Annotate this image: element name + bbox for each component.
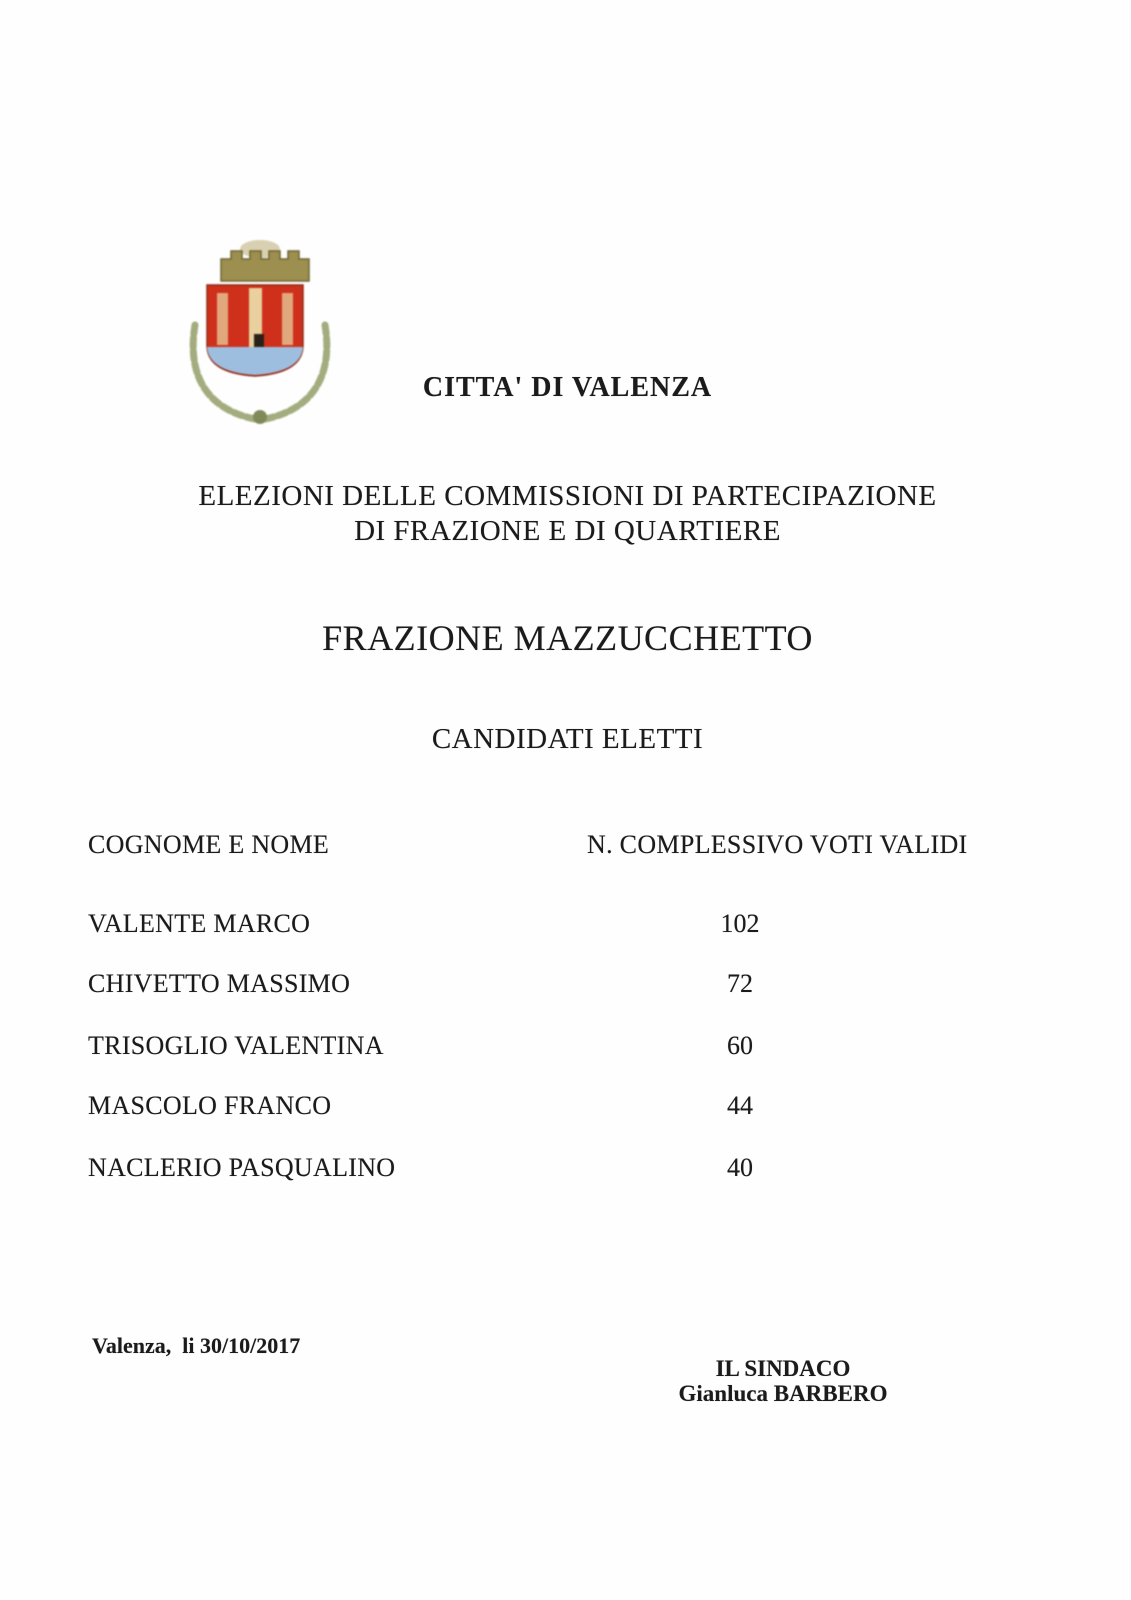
candidate-votes: 102 <box>720 909 760 938</box>
shield-gate-icon <box>254 334 264 347</box>
candidate-votes: 72 <box>727 969 753 998</box>
column-header-votes: N. COMPLESSIVO VOTI VALIDI <box>587 830 968 859</box>
shield-tower-right-icon <box>282 293 293 345</box>
signature-block <box>633 1356 933 1406</box>
section-title: FRAZIONE MAZZUCCHETTO <box>322 618 813 658</box>
laurel-knot-icon <box>253 410 267 424</box>
candidate-name: NACLERIO PASQUALINO <box>88 1153 396 1182</box>
signature-name: Gianluca BARBERO <box>678 1381 888 1406</box>
candidate-name: VALENTE MARCO <box>88 909 311 938</box>
place-and-date: Valenza, li 30/10/2017 <box>92 1333 301 1358</box>
shield-tower-left-icon <box>217 293 228 345</box>
municipality-title: CITTA' DI VALENZA <box>422 372 713 403</box>
shield-water-icon <box>207 347 303 375</box>
candidate-votes: 40 <box>727 1153 753 1182</box>
candidate-name: CHIVETTO MASSIMO <box>88 969 351 998</box>
document-title-line1: ELEZIONI DELLE COMMISSIONI DI PARTECIPAZIONE <box>198 480 937 512</box>
candidate-votes: 60 <box>727 1031 753 1060</box>
candidate-name: TRISOGLIO VALENTINA <box>88 1031 384 1060</box>
column-header-name: COGNOME E NOME <box>88 830 330 859</box>
candidate-name: MASCOLO FRANCO <box>88 1091 332 1120</box>
candidate-votes: 44 <box>727 1091 753 1120</box>
document-title <box>4 479 1131 549</box>
signature-role: IL SINDACO <box>715 1356 851 1381</box>
document-title-line2: DI FRAZIONE E DI QUARTIERE <box>354 515 781 547</box>
section-subtitle: CANDIDATI ELETTI <box>431 723 704 755</box>
